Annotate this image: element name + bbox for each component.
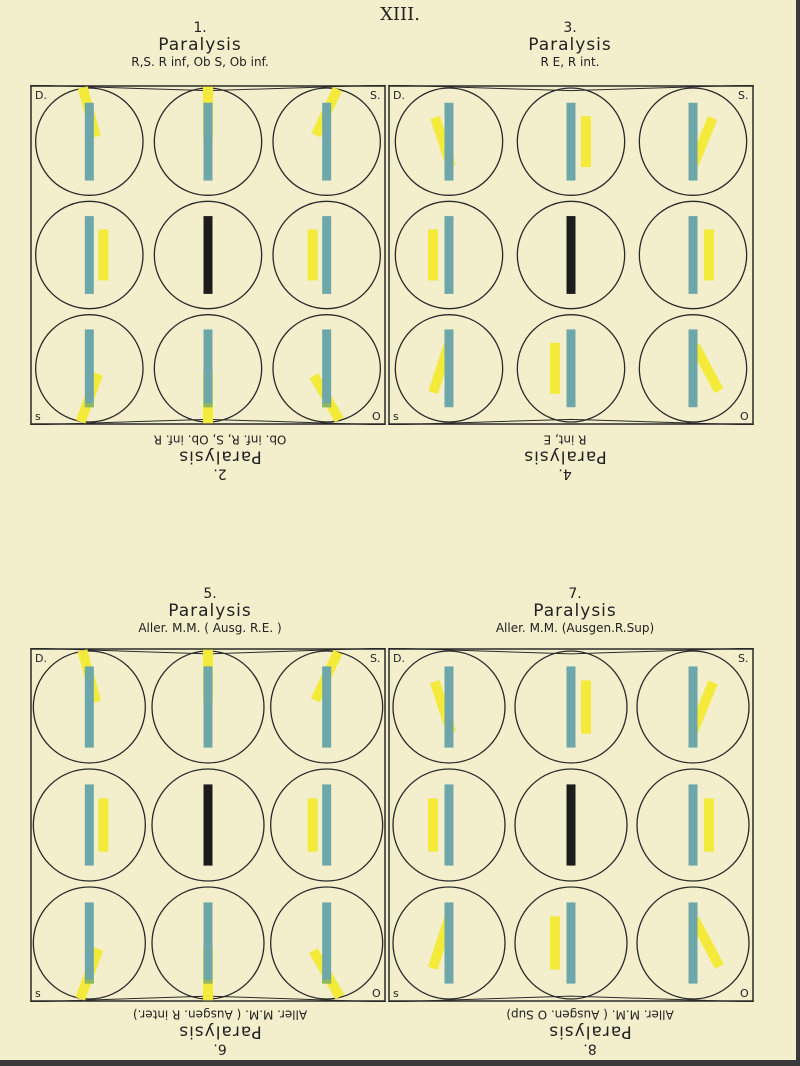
caption-title: Paralysis [158, 35, 242, 56]
caption-subtitle: Ob. inf. R, S, Ob. inf. R [153, 432, 287, 447]
eye-circle [273, 201, 380, 308]
cyan-bar [445, 216, 454, 294]
panel-1 [30, 85, 386, 425]
label-o: O [372, 987, 381, 1000]
eye-circle [154, 87, 261, 196]
yellow-bar [581, 116, 591, 167]
eye-circle [33, 769, 145, 881]
green-overlap [85, 980, 94, 984]
caption-number: 8. [583, 1040, 597, 1057]
cyan-bar [85, 902, 94, 983]
cyan-bar [204, 902, 213, 983]
eye-circle [637, 769, 749, 881]
label-d: D. [35, 652, 47, 665]
label-s-upper: S. [370, 652, 381, 665]
cyan-bar [567, 103, 576, 181]
cyan-bar [445, 902, 454, 983]
cyan-bar [204, 666, 213, 747]
caption-number: 2. [213, 465, 227, 482]
caption-1 [100, 20, 300, 69]
eye-circle [515, 769, 627, 881]
eye-circle [639, 315, 746, 422]
label-s-upper: S. [370, 89, 381, 102]
caption-number: 5. [203, 586, 217, 602]
cyan-bar [85, 216, 94, 294]
eye-circle [515, 651, 627, 763]
cyan-bar [322, 216, 331, 294]
label-s-upper: S. [738, 652, 749, 665]
caption-subtitle: R E, R int. [540, 54, 600, 69]
green-overlap [85, 403, 94, 407]
caption-subtitle: R,S. R inf, Ob S, Ob inf. [131, 54, 269, 69]
cyan-bar [689, 666, 698, 747]
cyan-bar [322, 902, 331, 983]
cyan-bar [445, 103, 454, 181]
caption-subtitle: Aller. M.M. ( Ausgen. R inter.) [132, 1007, 308, 1022]
caption-subtitle: Aller. M.M. ( Ausg. R.E. ) [138, 620, 282, 635]
yellow-bar [308, 230, 318, 281]
label-s-upper: S. [738, 89, 749, 102]
eye-circle [517, 315, 624, 422]
black-bar [204, 216, 213, 294]
panel-7 [388, 648, 754, 1002]
cyan-bar [322, 784, 331, 865]
caption-subtitle: Aller. M.M. (Ausgen.R.Sup) [495, 620, 655, 635]
cyan-bar [322, 329, 331, 407]
caption-title: Paralysis [523, 446, 607, 467]
caption-title: Paralysis [168, 601, 252, 622]
eye-circle [273, 315, 380, 423]
eye-circle [273, 87, 380, 195]
cyan-bar [322, 103, 331, 181]
eye-circle [517, 88, 624, 195]
cyan-bar [204, 103, 213, 181]
eye-circle [271, 650, 383, 763]
eye-circle [395, 88, 502, 195]
caption-8 [470, 1007, 710, 1056]
label-s-lower: s [393, 987, 399, 1000]
cyan-bar [204, 329, 213, 407]
caption-number: 6. [213, 1040, 227, 1057]
label-d: D. [393, 652, 405, 665]
caption-title: Paralysis [533, 601, 617, 622]
eye-circle [152, 769, 264, 881]
eye-circle [393, 887, 505, 999]
yellow-bar [704, 230, 714, 281]
label-o: O [740, 410, 749, 423]
caption-6 [105, 1007, 335, 1056]
eye-circle [152, 887, 264, 1000]
yellow-bar [98, 230, 108, 281]
eye-circle [33, 887, 145, 1001]
cyan-bar [85, 329, 94, 407]
eye-circle [154, 315, 261, 424]
eye-circle [152, 650, 264, 763]
caption-number: 3. [563, 20, 577, 36]
eye-circle [639, 201, 746, 308]
cyan-bar [85, 103, 94, 181]
label-o: O [372, 410, 381, 423]
eye-circle [515, 887, 627, 999]
caption-subtitle: R int, E [543, 432, 587, 447]
caption-title: Paralysis [528, 35, 612, 56]
eye-circle [271, 769, 383, 881]
cyan-bar [567, 902, 576, 983]
cyan-bar [445, 329, 454, 407]
cyan-bar [689, 784, 698, 865]
yellow-bar [428, 798, 438, 851]
label-s-lower: s [35, 410, 41, 423]
caption-title: Paralysis [178, 1021, 262, 1042]
green-overlap [322, 403, 331, 407]
cyan-bar [689, 902, 698, 983]
yellow-bar [550, 343, 560, 394]
label-d: D. [35, 89, 47, 102]
label-o: O [740, 987, 749, 1000]
cyan-bar [445, 784, 454, 865]
cyan-bar [689, 329, 698, 407]
eye-circle [154, 201, 261, 308]
cyan-bar [567, 666, 576, 747]
label-d: D. [393, 89, 405, 102]
eye-circle [36, 201, 143, 308]
caption-3 [470, 20, 670, 69]
cyan-bar [445, 666, 454, 747]
caption-4 [465, 432, 665, 481]
page-edge [796, 0, 800, 1066]
eye-circle [395, 315, 502, 422]
caption-7 [455, 586, 695, 635]
eye-circle [36, 86, 143, 195]
caption-title: Paralysis [548, 1021, 632, 1042]
black-bar [204, 784, 213, 865]
panel-5 [30, 648, 386, 1002]
yellow-bar [550, 916, 560, 969]
yellow-bar [704, 798, 714, 851]
caption-2 [120, 432, 320, 481]
black-bar [567, 784, 576, 865]
label-s-lower: s [35, 987, 41, 1000]
green-overlap [204, 403, 213, 407]
cyan-bar [689, 103, 698, 181]
cyan-bar [567, 329, 576, 407]
eye-circle [271, 887, 383, 999]
eye-circle [637, 651, 749, 763]
eye-circle [36, 315, 143, 424]
label-s-lower: s [393, 410, 399, 423]
yellow-bar [428, 230, 438, 281]
cyan-bar [85, 666, 94, 747]
caption-number: 1. [193, 20, 207, 36]
eye-circle [639, 88, 749, 195]
caption-number: 7. [568, 586, 582, 602]
caption-5 [100, 586, 320, 635]
green-overlap [322, 980, 331, 984]
black-bar [567, 216, 576, 294]
panel-3 [388, 85, 754, 425]
eye-circle [637, 887, 749, 999]
caption-subtitle: Aller. M.M. ( Ausgen. O Sup) [506, 1007, 674, 1022]
yellow-bar [308, 798, 318, 851]
cyan-bar [322, 666, 331, 747]
yellow-bar [98, 798, 108, 851]
yellow-bar [581, 680, 591, 733]
green-overlap [204, 980, 213, 984]
caption-number: 4. [558, 465, 572, 482]
eye-circle [517, 201, 624, 308]
eye-circle [395, 201, 502, 308]
plate-number: XIII. [380, 4, 420, 25]
page-foot [0, 1060, 800, 1066]
cyan-bar [85, 784, 94, 865]
caption-title: Paralysis [178, 446, 262, 467]
eye-circle [393, 651, 505, 763]
cyan-bar [689, 216, 698, 294]
eye-circle [33, 649, 145, 763]
eye-circle [393, 769, 505, 881]
